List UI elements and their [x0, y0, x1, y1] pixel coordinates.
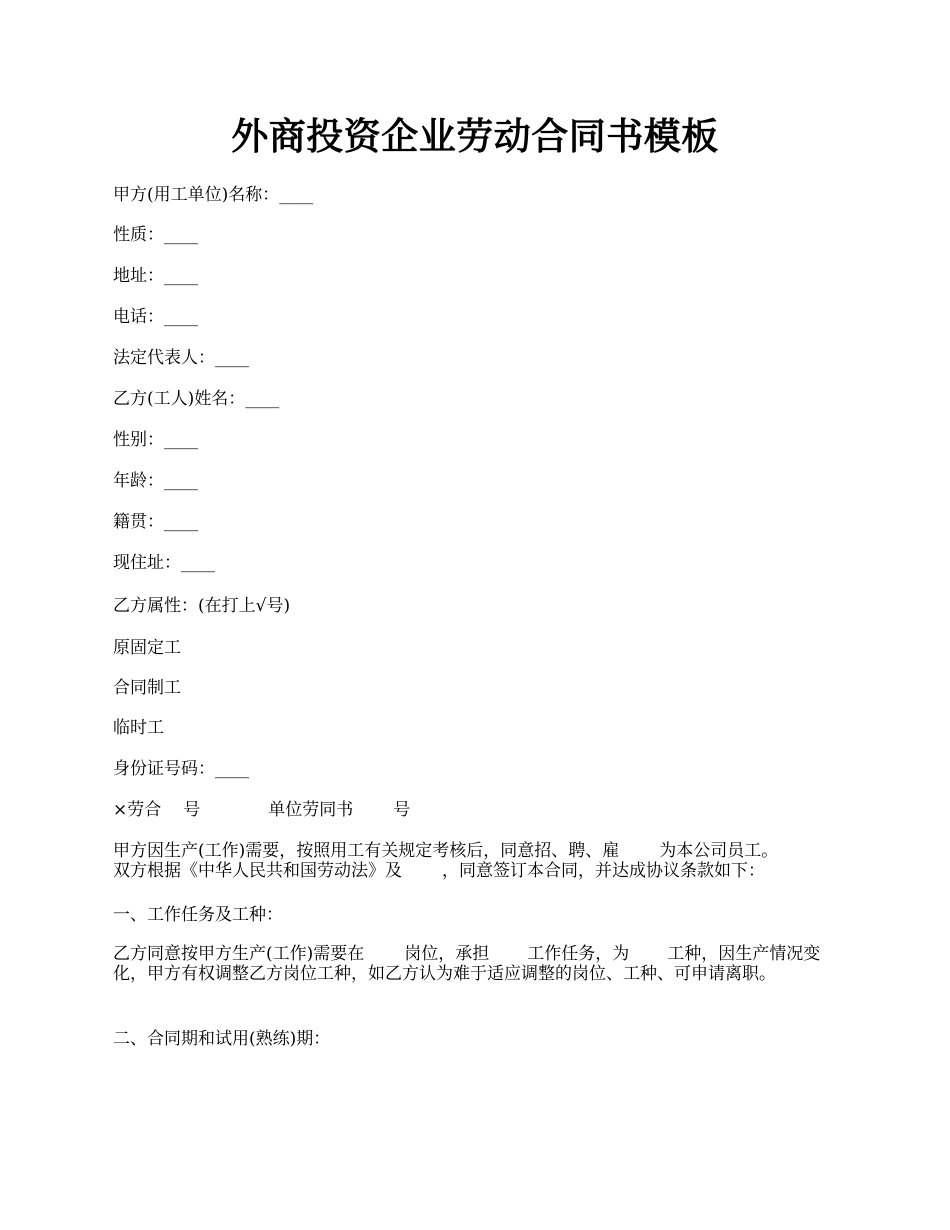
intro-paragraph — [113, 841, 841, 881]
field-employee-type: 乙方属性：(在打上√号) — [113, 596, 291, 616]
field-gender: 性别：____ — [113, 430, 198, 450]
contract-number-line — [113, 800, 410, 820]
field-address: 地址：____ — [113, 266, 198, 286]
field-current-address: 现住址：____ — [113, 553, 215, 573]
field-legal-representative: 法定代表人：____ — [113, 348, 249, 368]
section-1-heading: 一、工作任务及工种： — [113, 905, 283, 925]
intro-line2-a: 双方根据《中华人民共和国劳动法》及 — [113, 861, 402, 881]
number-middle: 单位劳同书 — [268, 800, 354, 820]
option-temporary-worker: 临时工 — [113, 718, 164, 738]
field-employer-name: 甲方(用工单位)名称：____ — [113, 185, 314, 205]
number-prefix: ×劳合 — [113, 800, 162, 820]
field-native-place: 籍贯：____ — [113, 512, 198, 532]
intro-line1-a: 甲方因生产(工作)需要，按照用工有关规定考核后，同意招、聘、雇 — [113, 841, 620, 861]
section-1-text-d: 工种，因生产情况变化，甲方有权调整乙方岗位工种，如乙方认为难于适应调整的岗位、工种、可申请离职。 — [113, 944, 821, 984]
field-phone: 电话：____ — [113, 307, 198, 327]
option-permanent-worker: 原固定工 — [113, 638, 181, 658]
field-employee-name: 乙方(工人)姓名：____ — [113, 389, 280, 409]
number-suffix-2: 号 — [393, 800, 411, 820]
intro-line1-b: 为本公司员工。 — [659, 841, 779, 861]
field-id-number: 身份证号码：____ — [113, 759, 249, 779]
field-age: 年龄：____ — [113, 471, 198, 491]
section-1-text-c: 工作任务，为 — [527, 944, 630, 964]
intro-line2-b: ，同意签订本合同，并达成协议条款如下： — [442, 861, 765, 881]
section-1-text-b: 岗位，承担 — [404, 944, 490, 964]
document-title: 外商投资企业劳动合同书模板 — [231, 114, 719, 158]
number-suffix-1: 号 — [183, 800, 201, 820]
section-1-text-a: 乙方同意按甲方生产(工作)需要在 — [113, 944, 365, 964]
field-nature: 性质：____ — [113, 225, 198, 245]
section-2-heading: 二、合同期和试用(熟练)期： — [113, 1029, 331, 1049]
section-1-paragraph — [113, 944, 841, 984]
option-contract-worker: 合同制工 — [113, 678, 181, 698]
